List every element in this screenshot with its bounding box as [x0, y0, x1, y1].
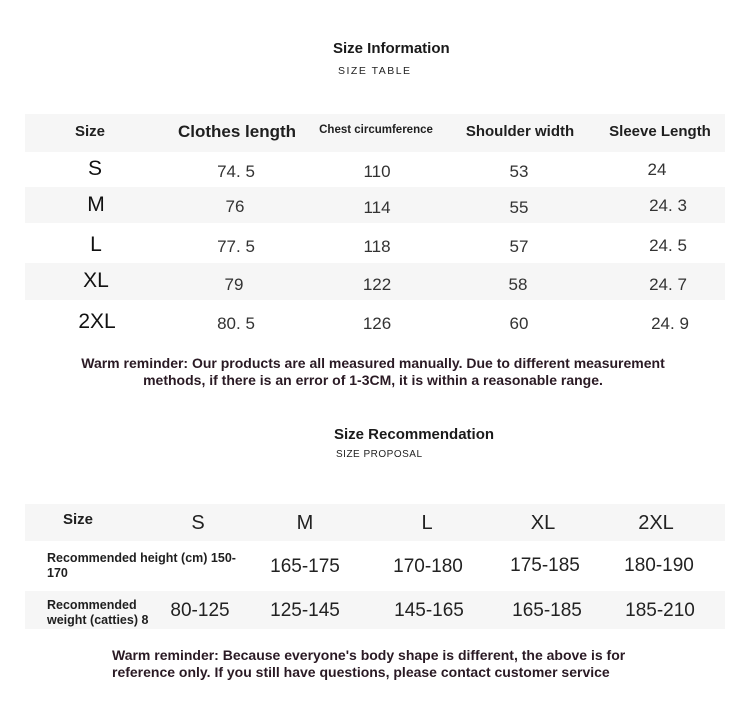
recommendation-size: M — [296, 512, 314, 534]
sleeve-value: 24. 9 — [651, 314, 689, 333]
recommendation-size: 2XL — [638, 512, 674, 534]
recommendation-size: L — [421, 512, 433, 534]
shoulder-value: 53 — [509, 162, 529, 181]
clothes-length-value: 79 — [224, 275, 244, 294]
recommended-weight-value: 165-185 — [512, 600, 582, 621]
recommendation-header-band — [25, 504, 725, 541]
header-size: Size — [74, 123, 106, 140]
size-label: XL — [83, 269, 109, 292]
measurement-note-line: Warm reminder: Our products are all measured manually. Due to different measurement — [81, 355, 665, 371]
header-sleeve-length: Sleeve Length — [609, 123, 711, 140]
size-recommendation-title: Size Recommendation — [334, 426, 495, 443]
chest-value: 114 — [363, 198, 391, 217]
shoulder-value: 58 — [508, 275, 528, 294]
sleeve-value: 24 — [647, 160, 667, 179]
clothes-length-value: 80. 5 — [217, 314, 255, 333]
chest-value: 118 — [363, 237, 391, 256]
size-label: 2XL — [78, 310, 116, 333]
chest-value: 122 — [362, 275, 392, 294]
sleeve-value: 24. 5 — [649, 236, 687, 255]
size-proposal-subtitle: SIZE PROPOSAL — [336, 449, 423, 460]
measurement-note-line: methods, if there is an error of 1-3CM, it is within a reasonable range. — [143, 372, 603, 388]
size-info-title: Size Information — [333, 40, 450, 57]
recommendation-header-size: Size — [62, 511, 94, 528]
body-shape-note — [112, 647, 625, 681]
chest-value: 126 — [362, 314, 392, 333]
size-label: L — [90, 233, 102, 256]
size-label: M — [87, 193, 105, 216]
recommended-height-value: 180-190 — [624, 555, 694, 576]
recommended-weight-label-line: Recommended — [47, 598, 137, 612]
recommended-height-label-line: 170 — [47, 566, 68, 580]
size-label: S — [87, 157, 103, 180]
chest-value: 110 — [363, 162, 391, 181]
body-shape-note-line: reference only. If you still have questions, please contact customer service — [112, 664, 610, 680]
measurement-note — [0, 355, 746, 389]
recommended-weight-label — [47, 598, 148, 628]
size-table-subtitle: SIZE TABLE — [338, 65, 412, 77]
recommended-height-label-line: Recommended height (cm) 150- — [47, 551, 236, 565]
shoulder-value: 55 — [509, 198, 529, 217]
recommended-height-label — [47, 551, 236, 581]
clothes-length-value: 74. 5 — [217, 162, 255, 181]
recommended-height-value: 175-185 — [510, 555, 580, 576]
recommended-weight-value: 125-145 — [270, 600, 340, 621]
clothes-length-value: 76 — [225, 197, 245, 216]
shoulder-value: 60 — [509, 314, 529, 333]
recommended-weight-value: 80-125 — [170, 600, 230, 621]
clothes-length-value: 77. 5 — [217, 237, 255, 256]
recommended-height-value: 165-175 — [270, 556, 340, 577]
recommendation-size: XL — [530, 512, 556, 534]
sleeve-value: 24. 3 — [649, 196, 687, 215]
body-shape-note-line: Warm reminder: Because everyone's body shape is different, the above is for — [112, 647, 626, 663]
sleeve-value: 24. 7 — [649, 275, 687, 294]
recommended-height-value: 170-180 — [393, 556, 463, 577]
header-chest-circumference: Chest circumference — [319, 124, 433, 136]
shoulder-value: 57 — [509, 237, 529, 256]
recommended-weight-value: 145-165 — [394, 600, 464, 621]
recommended-weight-label-line: weight (catties) 8 — [47, 613, 149, 627]
recommendation-size: S — [191, 512, 205, 534]
header-clothes-length: Clothes length — [177, 122, 297, 141]
header-shoulder-width: Shoulder width — [465, 123, 575, 140]
recommended-weight-value: 185-210 — [625, 600, 695, 621]
